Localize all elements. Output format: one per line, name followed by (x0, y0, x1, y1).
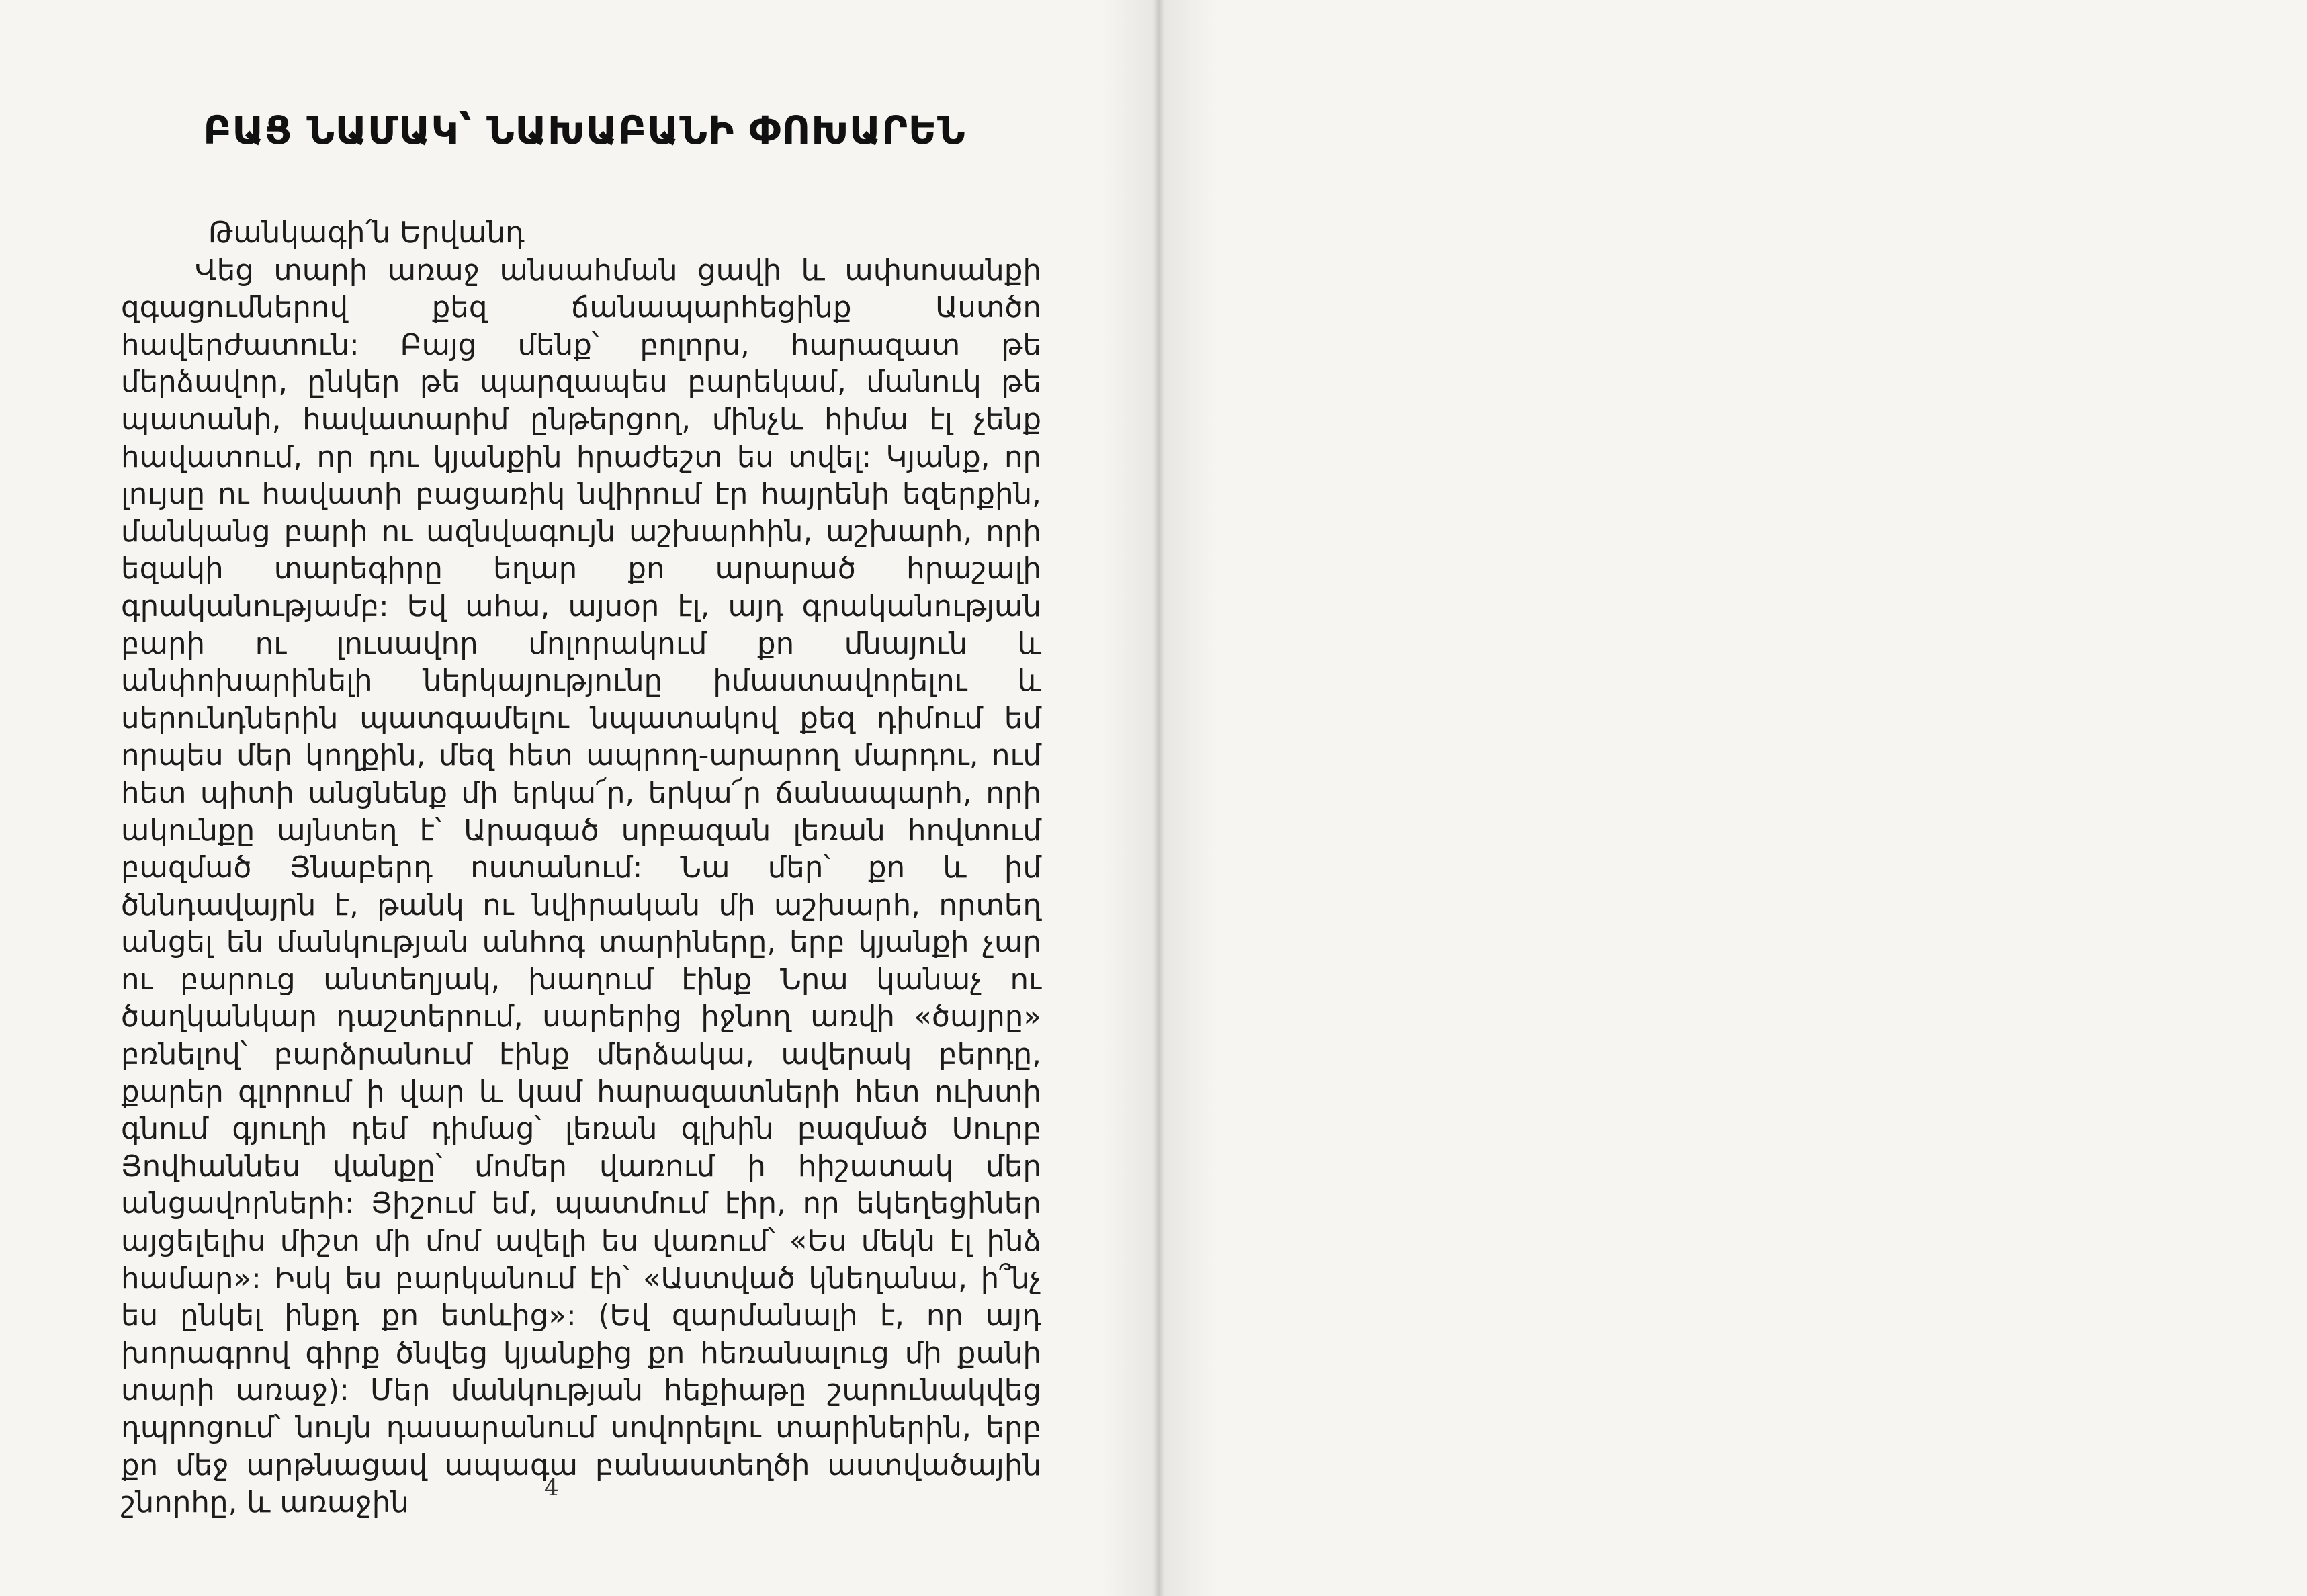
left-paragraph-1: Վեց տարի առաջ անսահման ցավի և ափսոսանքի զգացումներով քեզ ճանապարհեցինք Աստծո հավերժատուն: Բայց մենք՝ բոլորս, հարազատ թե մերձավոր, ընկեր թե պարզապես բարեկամ, մանուկ թե պատանի, հավատարիմ ընթերցող, մինչև հիմա էլ չենք հավատում, որ դու կյանքին հրաժեշտ ես տվել: Կյանք, որ լույսը ու հավատի բացառիկ նվիրում էր հայրենի եզերքին, մանկանց բարի ու ազնվագույն աշխարհին, աշխարհ, որի եզակի տարեգիրը եղար քո արարած հրաշալի գրականությամբ: Եվ ահա, այսօր էլ, այդ գրականության բարի ու լուսավոր մոլորակում քո մնայուն և անփոխարինելի ներկայությունը իմաստավորելու և սերունդներին պատգամելու նպատակով քեզ դիմում եմ որպես մեր կողքին, մեզ հետ ապրող-արարող մարդու, ում հետ պիտի անցնենք մի երկա՜ր, երկա՜ր ճանապարհ, որի ակունքը այնտեղ է՝ Արագած սրբազան լեռան հովտում բազմած Յնաբերդ ոստանում: Նա մեր՝ քո և իմ ծննդավայրն է, թանկ ու նվիրական մի աշխարհ, որտեղ անցել են մանկության անհոգ տարիները, երբ կյանքի չար ու բարուց անտեղյակ, խաղում էինք Նրա կանաչ ու ծաղկանկար դաշտերում, սարերից իջնող առվի «ծայրը» բռնելով՝ բարձրանում էինք մերձակա, ավերակ բերդը, քարեր գլորում ի վար և կամ հարազատների հետ ուխտի գնում գյուղի դեմ դիմաց՝ լեռան գլխին բազմած Սուրբ Յովհաննես վանքը՝ մոմեր վառում ի հիշատակ մեր անցավորների: Յիշում եմ, պատմում էիր, որ եկեղեցիներ այցելելիս միշտ մի մոմ ավելի ես վառում՝ «Ես մեկն էլ ինձ համար»: Իսկ ես բարկանում էի՝ «Աստված կնեղանա, ի՞նչ ես ընկել ինքդ քո ետևից»: (Եվ զարմանալի է, որ այդ խորագրով գիրք ծնվեց կյանքից քո հեռանալուց մի քանի տարի առաջ): Մեր մանկության հեքիաթը շարունակվեց դպրոցում՝ նույն դասարանում սովորելու տարիներին, երբ քո մեջ արթնացավ ապագա բանաստեղծի աստվածային շնորհը, և առաջին (121, 253, 1041, 1520)
page-number-left: 4 (544, 1474, 559, 1501)
book-gutter-shadow (1102, 0, 1216, 1596)
left-page-body (121, 215, 1041, 1522)
chapter-title: ԲԱՑ ՆԱՄԱԿ՝ ՆԱԽԱԲԱՆԻ ՓՈԽԱՐԵՆ (203, 107, 966, 153)
greeting: Թանկագի՛ն Երվանդ (208, 216, 525, 250)
right-page (1154, 0, 2307, 1596)
